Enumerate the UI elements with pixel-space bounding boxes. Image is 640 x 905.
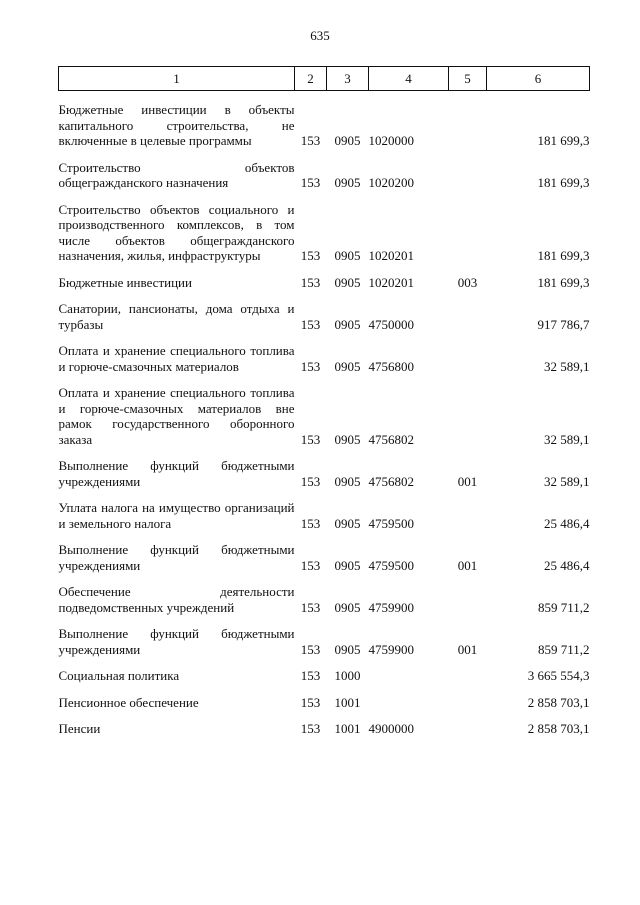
cell-c4: 4759500 <box>368 515 414 531</box>
cell-name: Оплата и хранение специального топлива и горюче-смазочных материалов <box>58 343 295 374</box>
cell-name: Выполнение функций бюджетными учреждениями <box>58 626 295 657</box>
cell-name: Социальная политика <box>58 668 180 683</box>
cell-c5 <box>449 202 487 264</box>
cell-c4: 4756800 <box>368 358 414 374</box>
cell-c2: 153 <box>300 557 321 573</box>
table-row <box>59 500 590 531</box>
header-col-2: 2 <box>295 67 327 91</box>
cell-c5 <box>449 695 487 711</box>
header-col-5: 5 <box>449 67 487 91</box>
cell-c5 <box>449 301 487 332</box>
cell-c4: 1020200 <box>368 175 414 190</box>
cell-c2: 153 <box>300 358 321 374</box>
cell-name: Санатории, пансионаты, дома отдыха и турбазы <box>58 301 295 332</box>
cell-c3: 0905 <box>334 431 361 447</box>
cell-c2: 153 <box>300 316 321 332</box>
cell-c4: 1020000 <box>368 133 414 148</box>
cell-c2: 153 <box>300 133 321 148</box>
page-number: 635 <box>310 28 330 43</box>
cell-c3: 0905 <box>334 515 361 531</box>
table-row <box>59 202 590 264</box>
cell-c3: 1001 <box>334 694 361 710</box>
header-row <box>59 67 590 91</box>
spacer-cell <box>59 573 590 584</box>
cell-name: Пенсионное обеспечение <box>58 694 199 710</box>
cell-c6: 859 711,2 <box>537 599 590 615</box>
cell-c3: 0905 <box>334 248 361 263</box>
cell-c5 <box>449 668 487 684</box>
table-row <box>59 584 590 615</box>
table-row <box>59 301 590 332</box>
cell-c2: 153 <box>300 473 321 489</box>
cell-c6: 917 786,7 <box>537 316 590 332</box>
cell-c6: 181 699,3 <box>537 133 590 148</box>
cell-c3: 1000 <box>334 668 361 683</box>
row-spacer <box>59 615 590 626</box>
cell-c6: 181 699,3 <box>537 248 590 263</box>
table-row <box>59 695 590 711</box>
row-spacer <box>59 447 590 458</box>
cell-c3: 0905 <box>334 133 361 148</box>
spacer-cell <box>59 374 590 385</box>
spacer-cell <box>59 657 590 668</box>
cell-c5: 003 <box>457 274 478 290</box>
row-spacer <box>59 191 590 202</box>
cell-c3: 0905 <box>334 473 361 489</box>
cell-c3: 0905 <box>334 316 361 332</box>
table-row <box>59 721 590 737</box>
cell-c6: 181 699,3 <box>537 175 590 190</box>
cell-c2: 153 <box>300 175 321 190</box>
spacer-cell <box>59 149 590 160</box>
header-col-4: 4 <box>369 67 449 91</box>
spacer-cell <box>59 710 590 721</box>
cell-c4: 4756802 <box>368 431 414 447</box>
cell-c2: 153 <box>300 694 321 710</box>
cell-name: Строительство объектов общегражданского назначения <box>58 159 295 190</box>
cell-name: Пенсии <box>58 721 101 736</box>
cell-c6: 2 858 703,1 <box>527 694 590 710</box>
cell-c6: 859 711,2 <box>537 641 590 657</box>
cell-c4: 4900000 <box>368 721 414 736</box>
row-spacer <box>59 332 590 343</box>
header-col-1: 1 <box>59 67 295 91</box>
spacer-cell <box>59 91 590 103</box>
cell-c3: 0905 <box>334 175 361 190</box>
cell-c3: 0905 <box>334 641 361 657</box>
cell-c6: 25 486,4 <box>544 557 590 573</box>
spacer-cell <box>59 290 590 301</box>
cell-c3: 0905 <box>334 358 361 374</box>
cell-c3: 0905 <box>334 599 361 615</box>
cell-c5 <box>449 500 487 531</box>
cell-name: Бюджетные инвестиции в объекты капитального строительства, не включенные в целевые программы <box>58 102 295 148</box>
header-col-6: 6 <box>487 67 590 91</box>
cell-c2: 153 <box>300 641 321 657</box>
cell-name: Выполнение функций бюджетными учреждениями <box>58 458 295 489</box>
cell-c4 <box>369 668 449 684</box>
spacer-cell <box>59 447 590 458</box>
cell-name: Обеспечение деятельности подведомственных учреждений <box>58 584 295 615</box>
cell-c2: 153 <box>300 431 321 447</box>
cell-c3: 0905 <box>334 557 361 573</box>
cell-c2: 153 <box>300 515 321 531</box>
row-spacer <box>59 573 590 584</box>
cell-c6: 32 589,1 <box>544 358 590 374</box>
cell-name: Выполнение функций бюджетными учреждениями <box>58 542 295 573</box>
row-spacer <box>59 489 590 500</box>
cell-c4: 4759900 <box>368 599 414 615</box>
row-spacer <box>59 149 590 160</box>
cell-c4: 4759900 <box>368 641 414 657</box>
table-row <box>59 160 590 191</box>
cell-c5: 001 <box>457 473 478 489</box>
spacer-cell <box>59 615 590 626</box>
cell-c4: 1020201 <box>368 274 414 290</box>
table-row <box>59 275 590 291</box>
cell-name: Оплата и хранение специального топлива и горюче-смазочных материалов вне рамок государственного оборонного заказа <box>58 385 295 447</box>
cell-c5 <box>449 102 487 149</box>
row-spacer <box>59 264 590 275</box>
table-row <box>59 668 590 684</box>
row-spacer <box>59 657 590 668</box>
table-row <box>59 458 590 489</box>
spacer-cell <box>59 264 590 275</box>
cell-c4: 4750000 <box>368 316 414 332</box>
cell-c6: 32 589,1 <box>544 431 590 447</box>
table-body <box>59 91 590 737</box>
cell-c5 <box>449 584 487 615</box>
row-spacer <box>59 531 590 542</box>
table-row <box>59 626 590 657</box>
budget-table <box>58 66 590 737</box>
cell-c3: 0905 <box>334 274 361 290</box>
cell-c2: 153 <box>300 248 321 263</box>
spacer-cell <box>59 531 590 542</box>
table-row <box>59 385 590 447</box>
cell-c6: 3 665 554,3 <box>527 668 590 683</box>
cell-c4: 4756802 <box>368 473 414 489</box>
cell-c5 <box>449 721 487 737</box>
cell-c5 <box>449 160 487 191</box>
cell-c5 <box>449 343 487 374</box>
table-row <box>59 343 590 374</box>
cell-c2: 153 <box>300 721 321 736</box>
spacer-cell <box>59 191 590 202</box>
spacer-cell <box>59 332 590 343</box>
cell-c2: 153 <box>300 668 321 683</box>
cell-c6: 25 486,4 <box>544 515 590 531</box>
cell-c5: 001 <box>457 557 478 573</box>
cell-name: Бюджетные инвестиции <box>58 274 192 290</box>
row-spacer <box>59 91 590 103</box>
cell-c3: 1001 <box>334 721 361 736</box>
row-spacer <box>59 684 590 695</box>
cell-c2: 153 <box>300 599 321 615</box>
spacer-cell <box>59 489 590 500</box>
row-spacer <box>59 710 590 721</box>
cell-c6: 181 699,3 <box>537 274 590 290</box>
cell-c5 <box>449 385 487 447</box>
table-row <box>59 102 590 149</box>
header-col-3: 3 <box>327 67 369 91</box>
table-row <box>59 542 590 573</box>
cell-c6: 2 858 703,1 <box>527 721 590 736</box>
cell-c2: 153 <box>300 274 321 290</box>
cell-name: Уплата налога на имущество организаций и земельного налога <box>58 500 295 531</box>
cell-c4: 1020201 <box>368 248 414 263</box>
cell-c6: 32 589,1 <box>544 473 590 489</box>
cell-name: Строительство объектов социального и производственного комплексов, в том числе объектов общегражданского назначения, жилья, инфраструктуры <box>58 201 295 263</box>
cell-c5: 001 <box>457 641 478 657</box>
spacer-cell <box>59 684 590 695</box>
cell-c4 <box>369 695 449 711</box>
cell-c4: 4759500 <box>368 557 414 573</box>
row-spacer <box>59 290 590 301</box>
row-spacer <box>59 374 590 385</box>
